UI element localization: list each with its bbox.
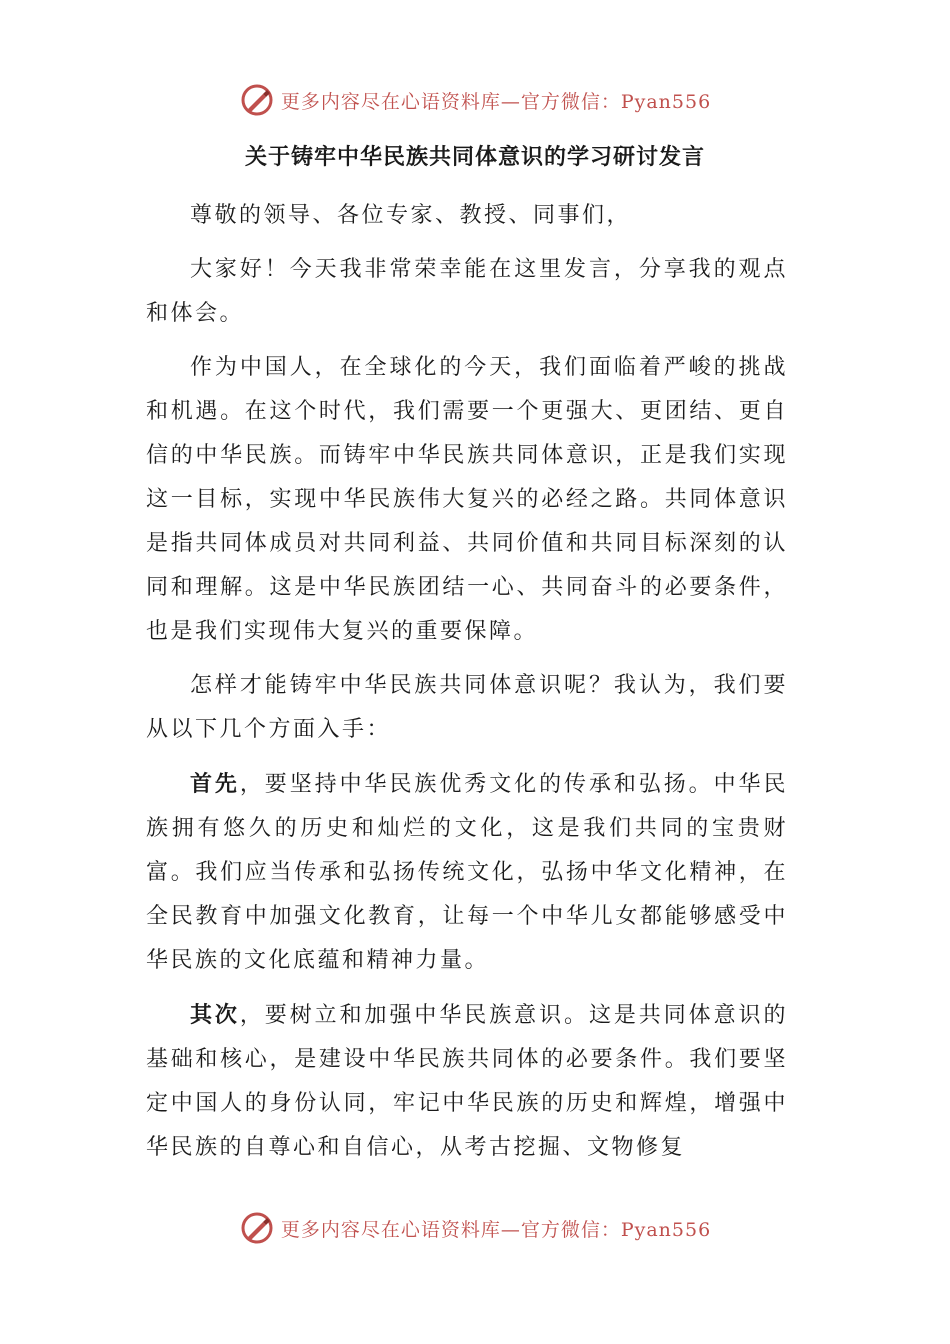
point-second-lead: 其次 <box>190 1002 240 1028</box>
pen-circle-logo-icon <box>239 82 275 118</box>
point-first-lead: 首先 <box>190 771 240 797</box>
paragraph-greeting: 大家好！今天我非常荣幸能在这里发言，分享我的观点和体会。 <box>146 257 788 326</box>
paragraph-point-second <box>146 993 788 1170</box>
document-body <box>146 194 788 1180</box>
point-first-text: ，要坚持中华民族优秀文化的传承和弘扬。中华民族拥有悠久的历史和灿烂的文化，这是我们共同的宝贵财富。我们应当传承和弘扬传统文化，弘扬中华文化精神，在全民教育中加强文化教育，让每一个中华儿女都能够感受中华民族的文化底蕴和精神力量。 <box>146 772 788 973</box>
pen-circle-logo-icon <box>239 1210 275 1246</box>
header-banner-text: 更多内容尽在心语资料库—官方微信：Pyan556 <box>280 90 712 113</box>
footer-banner <box>0 1210 950 1246</box>
salutation: 尊敬的领导、各位专家、教授、同事们， <box>190 203 632 228</box>
header-banner <box>0 82 950 118</box>
paragraph-point-first <box>146 762 788 983</box>
point-second-text: ，要树立和加强中华民族意识。这是共同体意识的基础和核心，是建设中华民族共同体的必要条件。我们要坚定中国人的身份认同，牢记中华民族的历史和辉煌，增强中华民族的自尊心和自信心，从考古挖掘、文物修复 <box>146 1003 788 1160</box>
footer-banner-text: 更多内容尽在心语资料库—官方微信：Pyan556 <box>280 1218 712 1241</box>
paragraph-intro: 作为中国人，在全球化的今天，我们面临着严峻的挑战和机遇。在这个时代，我们需要一个更强大、更团结、更自信的中华民族。而铸牢中华民族共同体意识，正是我们实现这一目标，实现中华民族伟大复兴的必经之路。共同体意识是指共同体成员对共同利益、共同价值和共同目标深刻的认同和理解。这是中华民族团结一心、共同奋斗的必要条件，也是我们实现伟大复兴的重要保障。 <box>146 355 788 644</box>
paragraph-question: 怎样才能铸牢中华民族共同体意识呢？我认为，我们要从以下几个方面入手： <box>146 673 788 742</box>
document-title: 关于铸牢中华民族共同体意识的学习研讨发言 <box>244 144 705 170</box>
